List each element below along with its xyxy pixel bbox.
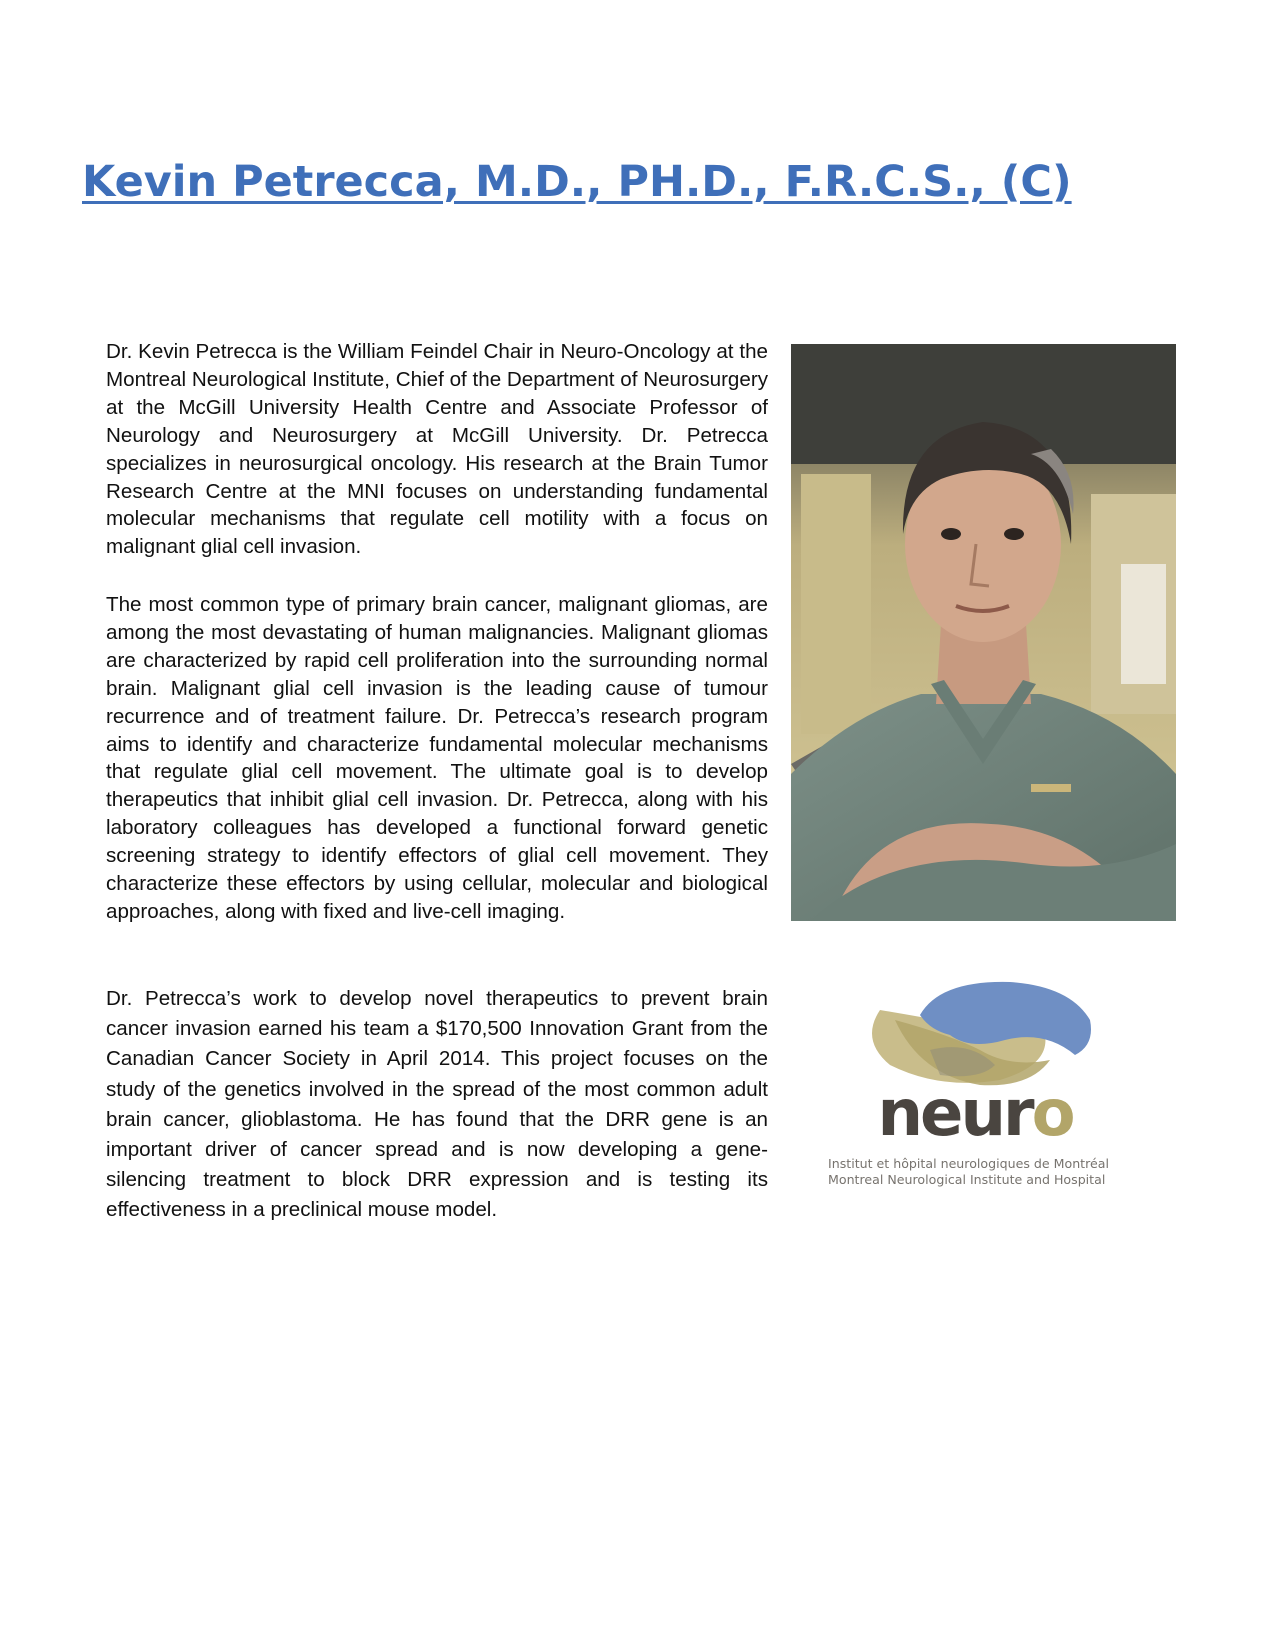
logo-wordmark-accent: o [1031, 1077, 1073, 1151]
bio-paragraph-3: Dr. Petrecca’s work to develop novel therapeutics to prevent brain cancer invasion earned his team a $170,500 Innovation Grant from the Canadian Cancer Society in April 2014. This project focuses on the study of the genetics involved in the spread of the most common adult brain cancer, glioblastoma. He has found that the DRR gene is an important driver of cancer spread and is now developing a gene-silencing treatment to block DRR expression and is testing its effectiveness in a preclinical mouse model. [106, 987, 768, 1222]
bio-paragraph-1: Dr. Kevin Petrecca is the William Feindel Chair in Neuro-Oncology at the Montreal Neurological Institute, Chief of the Department of Neurosurgery at the McGill University Health Centre and Associate Professor of Neurology and Neurosurgery at McGill University. Dr. Petrecca specializes in neurosurgical oncology. His research at the Brain Tumor Research Centre at the MNI focuses on understanding fundamental molecular mechanisms that regulate cell motility with a focus on malignant glial cell invasion. [106, 340, 768, 559]
neuro-logo [820, 980, 1130, 1190]
page-title: Kevin Petrecca, M.D., PH.D., F.R.C.S., (C) [82, 157, 1072, 207]
neuro-logo-mark [820, 980, 1130, 1090]
logo-subtitle-english: Montreal Neurological Institute and Hospital [828, 1172, 1106, 1187]
portrait-photo [791, 344, 1176, 921]
logo-subtitle-french: Institut et hôpital neurologiques de Montréal [828, 1156, 1109, 1171]
bio-paragraph-2: The most common type of primary brain cancer, malignant gliomas, are among the most devastating of human malignancies. Malignant gliomas are characterized by rapid cell proliferation into the surrounding normal brain. Malignant glial cell invasion is the leading cause of tumour recurrence and of treatment failure. Dr. Petrecca’s research program aims to identify and characterize fundamental molecular mechanisms that regulate glial cell movement. The ultimate goal is to develop therapeutics that inhibit glial cell invasion. Dr. Petrecca, along with his laboratory colleagues has developed a functional forward genetic screening strategy to identify effectors of glial cell movement. They characterize these effectors by using cellular, molecular and biological approaches, along with fixed and live-cell imaging. [106, 593, 768, 923]
portrait-illustration [791, 344, 1176, 921]
logo-wordmark-main: neur [877, 1077, 1032, 1151]
logo-wordmark [820, 1077, 1130, 1151]
